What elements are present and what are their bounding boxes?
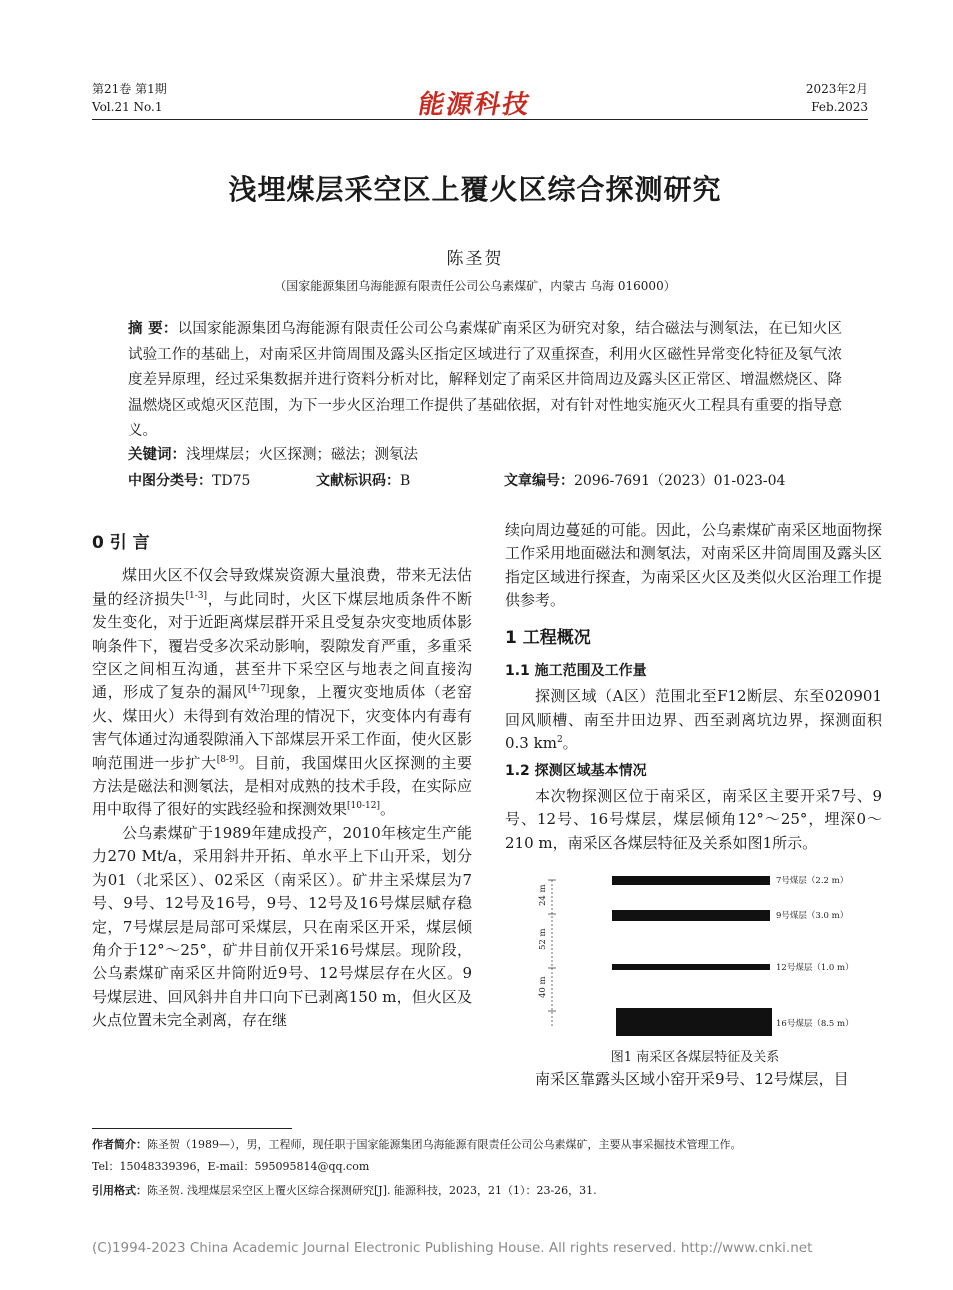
area-unit-exponent: 2 bbox=[556, 735, 563, 746]
document-code bbox=[316, 470, 410, 492]
intro-text-b: ，与此同时，火区下煤层地质条件不断发生变化，对于近距离煤层群开采且受复杂灾变地质体影响条件下，覆岩受多次采动影响，裂隙发育严重，多重采空区之间相互沟通，甚至井下采空区与地表之间直接沟通，形成了复杂的漏风 bbox=[92, 589, 472, 702]
header-rule bbox=[92, 119, 868, 120]
citation-format bbox=[92, 1180, 882, 1202]
abstract-label: 摘 要： bbox=[128, 321, 178, 337]
doc-code-value: B bbox=[400, 473, 411, 489]
abstract-text: 以国家能源集团乌海能源有限责任公司公乌素煤矿南采区为研究对象，结合磁法与测氡法，在已知火区试验工作的基础上，对南采区井筒周围及露头区指定区域进行了双重探查，利用火区磁性异常变化特征及氡气浓度差异原理，经过采集数据并进行资料分析对比，解释划定了南采区井筒周边及露头区正常区、增温燃烧区、降温燃烧区或熄灭区范围，为下一步火区治理工作提供了基础依据，对有针对性地实施灭火工程具有重要的指导意义。 bbox=[128, 321, 842, 439]
clc-number bbox=[128, 470, 250, 492]
doc-code-label: 文献标识码： bbox=[316, 473, 400, 489]
intro-paragraph-2: 公乌素煤矿于1989年建成投产，2010年核定生产能力270 Mt/a，采用斜井开拓、单水平上下山开采，划分为01（北采区）、02采区（南采区）。矿井主采煤层为7号、9号、12号及16号，9号、12号及16号煤层赋存稳定，7号煤层是局部可采煤层，只在南采区开采，煤层倾角介于12°～25°，矿井目前仅开采16号煤层。现阶段，公乌素煤矿南采区井筒附近9号、12号煤层存在火区。9号煤层进、回风斜井自井口向下已剥离150 m，但火区及火点位置未完全剥离，存在继 bbox=[92, 823, 472, 1030]
author-contact: Tel：15048339396，E-mail：595095814@qq.com bbox=[92, 1160, 370, 1173]
copyright-watermark: (C)1994-2023 China Academic Journal Electronic Publishing House. All rights reserved. http://www.cnki.net bbox=[92, 1240, 813, 1256]
volume-cn: 第21卷 第1期 bbox=[92, 82, 167, 96]
intro-paragraph-1 bbox=[92, 564, 472, 821]
keywords-label: 关键词： bbox=[128, 447, 186, 463]
gap-label-7-9: 24 m bbox=[538, 884, 548, 906]
intro-text-d: 。目前，我国煤田火区探测的主要方法是磁法和测氡法，是相对成熟的技术手段，在实际应用中取得了很好的实践经验和探测效果 bbox=[92, 753, 472, 819]
abstract bbox=[128, 317, 842, 445]
citation-10-12: [10-12] bbox=[347, 801, 380, 812]
author-bio-label: 作者简介： bbox=[92, 1138, 147, 1151]
section-1-2-heading: 1.2 探测区域基本情况 bbox=[505, 762, 647, 779]
article-no-label: 文章编号： bbox=[504, 473, 574, 489]
citation-8-9: [8-9] bbox=[216, 754, 239, 765]
citation-text: 陈圣贺. 浅埋煤层采空区上覆火区综合探测研究[J]. 能源科技，2023，21（1）：23-26，31. bbox=[147, 1184, 597, 1197]
intro-continuation: 续向周边蔓延的可能。因此，公乌素煤矿南采区地面物探工作采用地面磁法和测氡法，对南采区井筒周围及露头区指定区域进行探查，为南采区火区及类似火区治理工作提供参考。 bbox=[505, 521, 882, 610]
outcrop-paragraph: 南采区靠露头区域小窑开采9号、12号煤层，目 bbox=[535, 1070, 849, 1088]
seam-16-label: 16号煤层（8.5 m） bbox=[776, 1019, 854, 1029]
right-column-tail bbox=[505, 1068, 882, 1091]
author-affiliation: （国家能源集团乌海能源有限责任公司公乌素煤矿，内蒙古 乌海 016000） bbox=[274, 279, 676, 293]
section-1-1-heading: 1.1 施工范围及工作量 bbox=[505, 663, 647, 680]
intro-text-c: 现象，上覆灾变地质体（老窑火、煤田火）未得到有效治理的情况下，灾变体内有毒有害气体通过沟通裂隙涌入下部煤层开采工作面，使火区影响范围进一步扩大 bbox=[92, 683, 472, 772]
author-bio bbox=[92, 1134, 882, 1156]
seam-9-label: 9号煤层（3.0 m） bbox=[776, 911, 849, 921]
figure-1-coal-seams bbox=[540, 868, 870, 1043]
section-1-heading: 1 工程概况 bbox=[505, 627, 591, 648]
article-number bbox=[504, 470, 785, 492]
article-no-value: 2096-7691（2023）01-023-04 bbox=[574, 473, 786, 489]
figure-1-caption: 图1 南采区各煤层特征及关系 bbox=[610, 1050, 780, 1065]
clc-value: TD75 bbox=[212, 473, 251, 489]
gap-label-12-16: 40 m bbox=[538, 976, 548, 998]
intro-text-a: 煤田火区不仅会导致煤炭资源大量浪费，带来无法估量的经济损失 bbox=[92, 566, 472, 608]
intro-text-e: 。 bbox=[379, 800, 395, 819]
seam-9-bar bbox=[612, 910, 770, 921]
seam-7-bar bbox=[612, 876, 770, 885]
volume-en: Vol.21 No.1 bbox=[92, 100, 163, 114]
gap-label-9-12: 52 m bbox=[538, 928, 548, 950]
seam-diagram bbox=[540, 868, 870, 1043]
keywords bbox=[128, 443, 842, 467]
issue-date bbox=[806, 80, 868, 116]
seam-7-label: 7号煤层（2.2 m） bbox=[776, 876, 849, 886]
article-title: 浅埋煤层采空区上覆火区综合探测研究 bbox=[228, 173, 722, 206]
scope-text-end: 。 bbox=[562, 734, 578, 753]
citation-1-3: [1-3] bbox=[185, 590, 208, 601]
journal-logo: 能源科技 bbox=[415, 90, 534, 120]
seam-12-label: 12号煤层（1.0 m） bbox=[776, 963, 854, 973]
citation-label: 引用格式： bbox=[92, 1184, 147, 1197]
seam-12-bar bbox=[612, 964, 770, 970]
citation-4-7: [4-7] bbox=[247, 684, 270, 695]
footnote-rule bbox=[92, 1128, 292, 1129]
scope-text: 探测区域（A区）范围北至F12断层、东至020901回风顺槽、南至井田边界、西至剥离坑边界，探测面积0.3 km bbox=[505, 687, 882, 753]
clc-label: 中图分类号： bbox=[128, 473, 212, 489]
date-cn: 2023年2月 bbox=[805, 82, 868, 96]
seam-16-bar bbox=[616, 1008, 772, 1036]
author-bio-text: 陈圣贺（1989—），男，工程师，现任职于国家能源集团乌海能源有限责任公司公乌素煤矿，主要从事采掘技术管理工作。 bbox=[147, 1138, 742, 1151]
left-column bbox=[92, 532, 472, 1033]
keywords-text: 浅埋煤层；火区探测；磁法；测氡法 bbox=[186, 447, 418, 463]
area-paragraph: 本次物探测区位于南采区，南采区主要开采7号、9号、12号、16号煤层，煤层倾角12°～25°，埋深0～210 m，南采区各煤层特征及关系如图1所示。 bbox=[505, 787, 882, 852]
date-en: Feb.2023 bbox=[811, 100, 868, 114]
right-column bbox=[505, 519, 882, 855]
article-author: 陈圣贺 bbox=[446, 249, 504, 269]
section-0-heading: 0 引 言 bbox=[92, 533, 150, 553]
scope-paragraph bbox=[505, 685, 882, 755]
classification-line bbox=[128, 470, 842, 492]
